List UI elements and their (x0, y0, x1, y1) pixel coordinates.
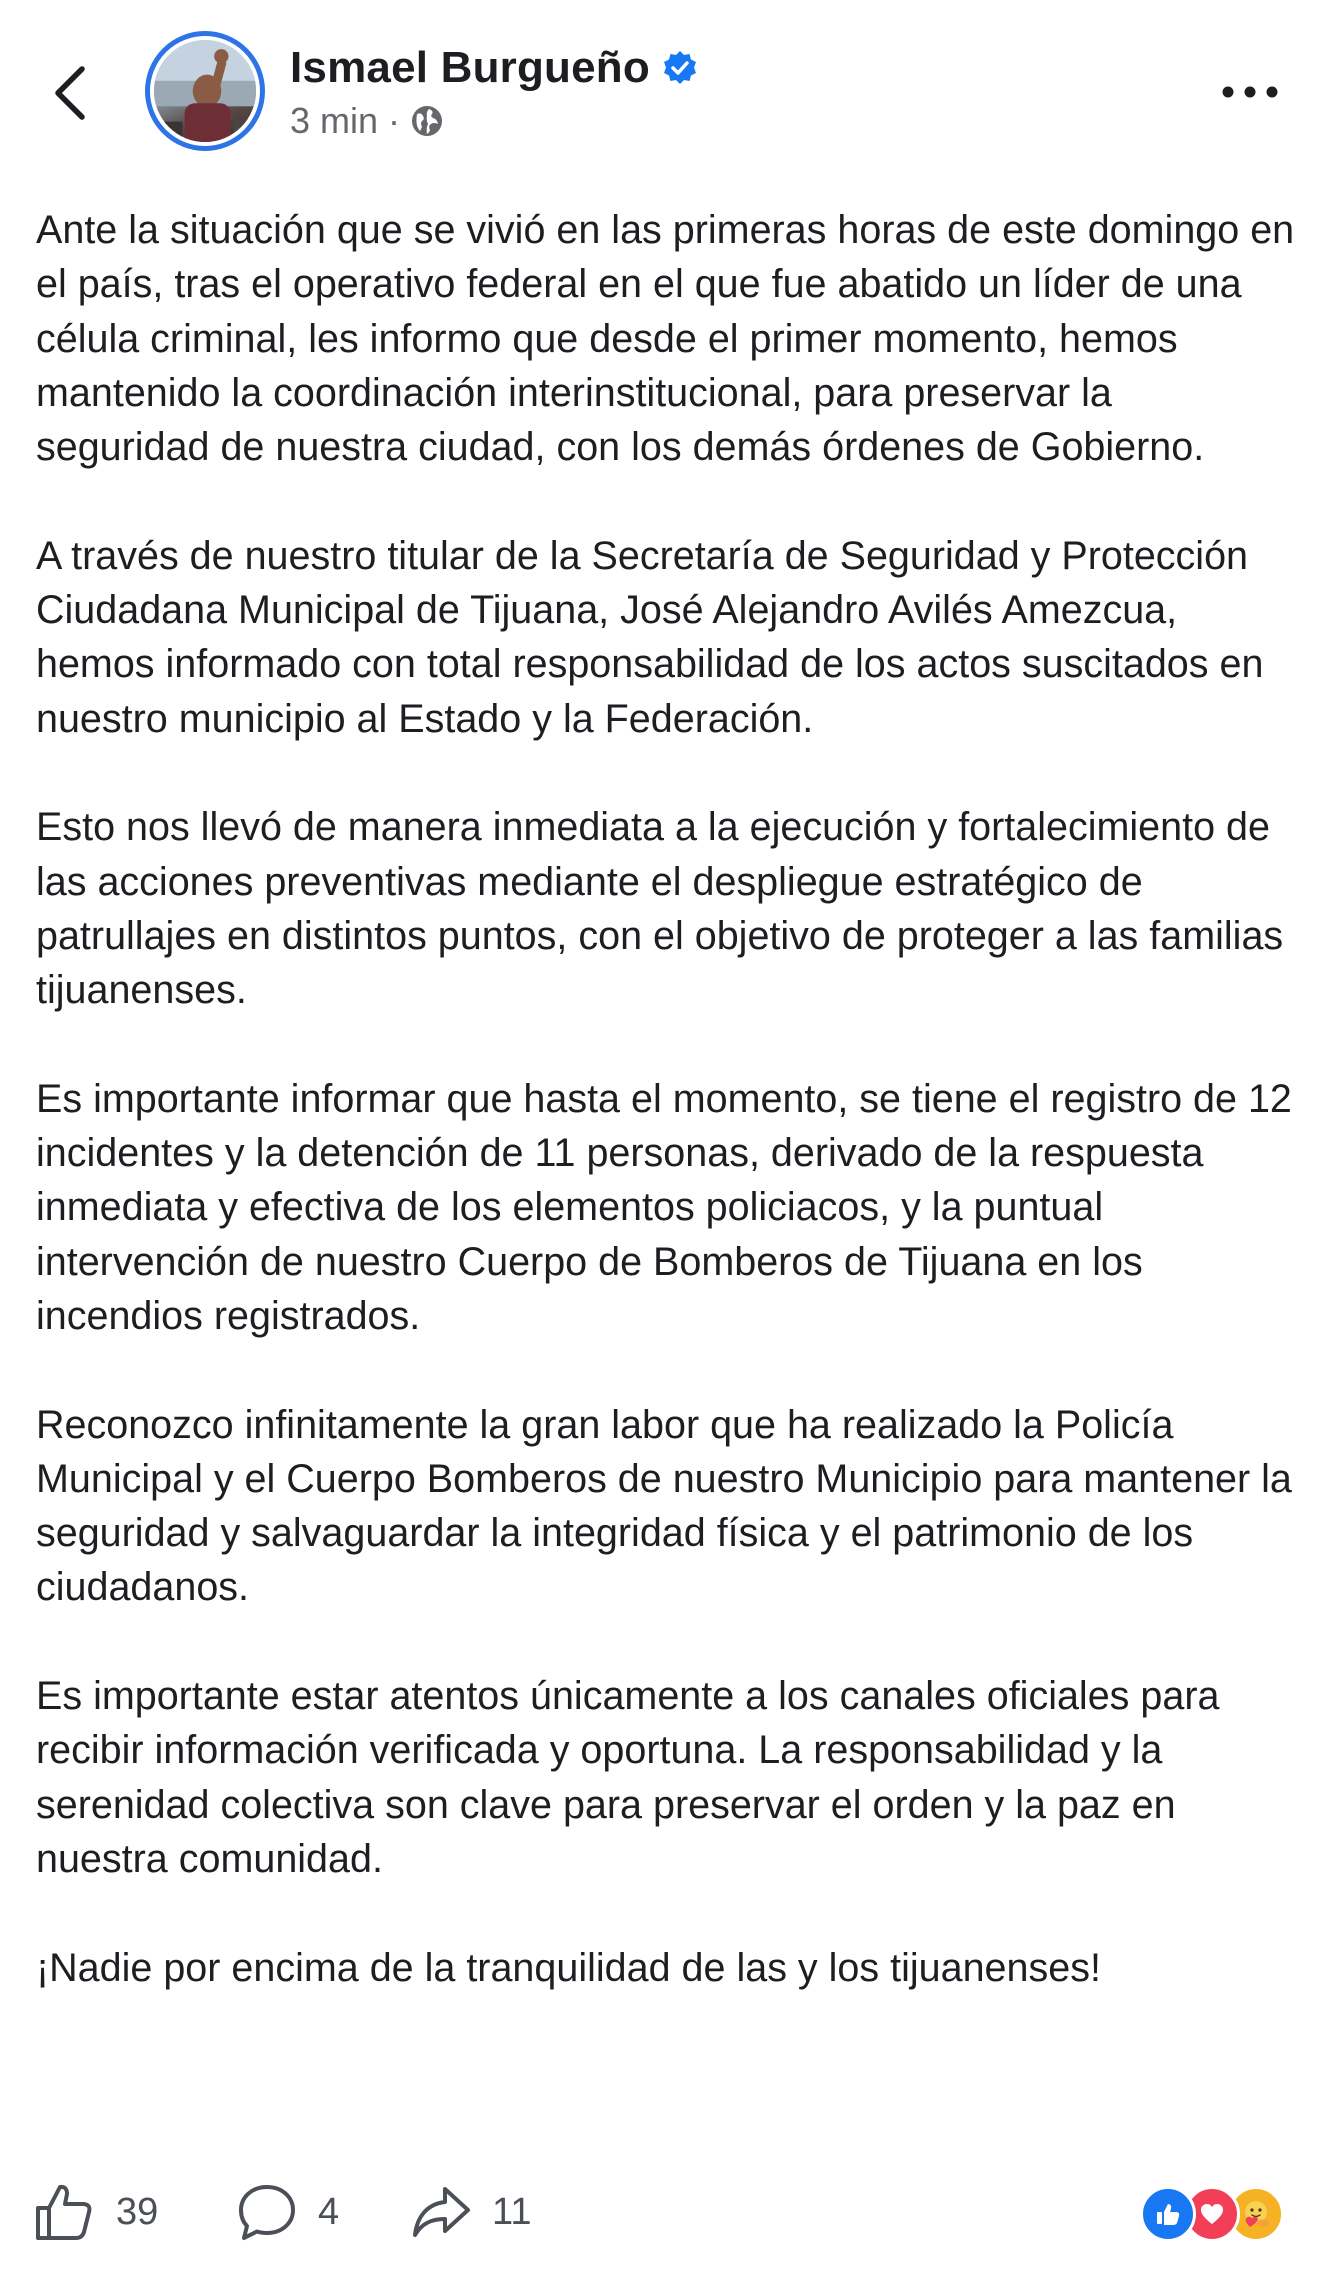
comment-icon (236, 2181, 298, 2243)
post-paragraph: Es importante estar atentos únicamente a los canales oficiales para recibir información verificada y oportuna. La responsabilidad y la serenidad colectiva son clave para preservar el orden y la paz en nuestra comunidad. (36, 1674, 1220, 1881)
back-button[interactable] (40, 58, 100, 128)
share-button[interactable] (410, 2180, 531, 2244)
post-meta (290, 96, 444, 146)
chevron-left-icon (52, 63, 88, 123)
post-paragraph: ¡Nadie por encima de la tranquilidad de las y los tijuanenses! (36, 1945, 1101, 1990)
post-paragraph: Ante la situación que se vivió en las primeras horas de este domingo en el país, tras el operativo federal en el que fue abatido un líder de una célula criminal, les informo que desde el primer momento, hemos mantenido la coordinación interinstitucional, para preservar la seguridad de nuestra ciudad, con los demás órdenes de Gobierno. (36, 208, 1295, 470)
author-row (290, 40, 698, 96)
share-count: 11 (492, 2190, 532, 2233)
like-button[interactable] (34, 2180, 158, 2244)
comment-button[interactable] (236, 2180, 339, 2244)
verified-badge-icon (662, 50, 698, 86)
more-options-button[interactable] (1215, 72, 1285, 112)
post-paragraph: A través de nuestro titular de la Secretaría de Seguridad y Protección Ciudadana Municipal de Tijuana, José Alejandro Avilés Amezcua, hemos informado con total responsabilidad de los actos suscitados en nuestro municipio al Estado y la Federación. (36, 533, 1264, 741)
post-paragraph: Es importante informar que hasta el momento, se tiene el registro de 12 incidentes y la detención de 11 personas, derivado de la respuesta inmediata y efectiva de los elementos policiacos, y la puntual intervención de nuestro Cuerpo de Bomberos de Tijuana en los incendios registrados. (36, 1076, 1292, 1338)
post-header (0, 0, 1320, 190)
post-text (36, 203, 1296, 2049)
comment-count: 4 (318, 2190, 340, 2233)
author-name[interactable]: Ismael Burgueño (290, 43, 650, 92)
thumbs-up-icon (34, 2181, 96, 2243)
reactions-summary[interactable] (1140, 2186, 1284, 2242)
timestamp[interactable]: 3 min (290, 100, 379, 141)
post-paragraph: Esto nos llevó de manera inmediata a la ejecución y fortalecimiento de las acciones preventivas mediante el despliegue estratégico de patrullajes en distintos puntos, con el objetivo de proteger a las familias tijuanenses. (36, 805, 1284, 1013)
meta-separator: · (388, 100, 401, 141)
like-reaction-icon (1140, 2186, 1196, 2242)
action-bar (0, 2160, 1320, 2260)
avatar[interactable] (145, 31, 265, 151)
globe-icon (410, 104, 444, 138)
post-paragraph: Reconozco infinitamente la gran labor que ha realizado la Policía Municipal y el Cuerpo Bomberos de nuestro Municipio para mantener la seguridad y salvaguardar la integridad física y el patrimonio de los ciudadanos. (36, 1402, 1292, 1610)
share-arrow-icon (410, 2181, 472, 2243)
more-horizontal-icon (1220, 85, 1280, 99)
like-count: 39 (116, 2190, 159, 2233)
avatar-image (154, 40, 256, 142)
